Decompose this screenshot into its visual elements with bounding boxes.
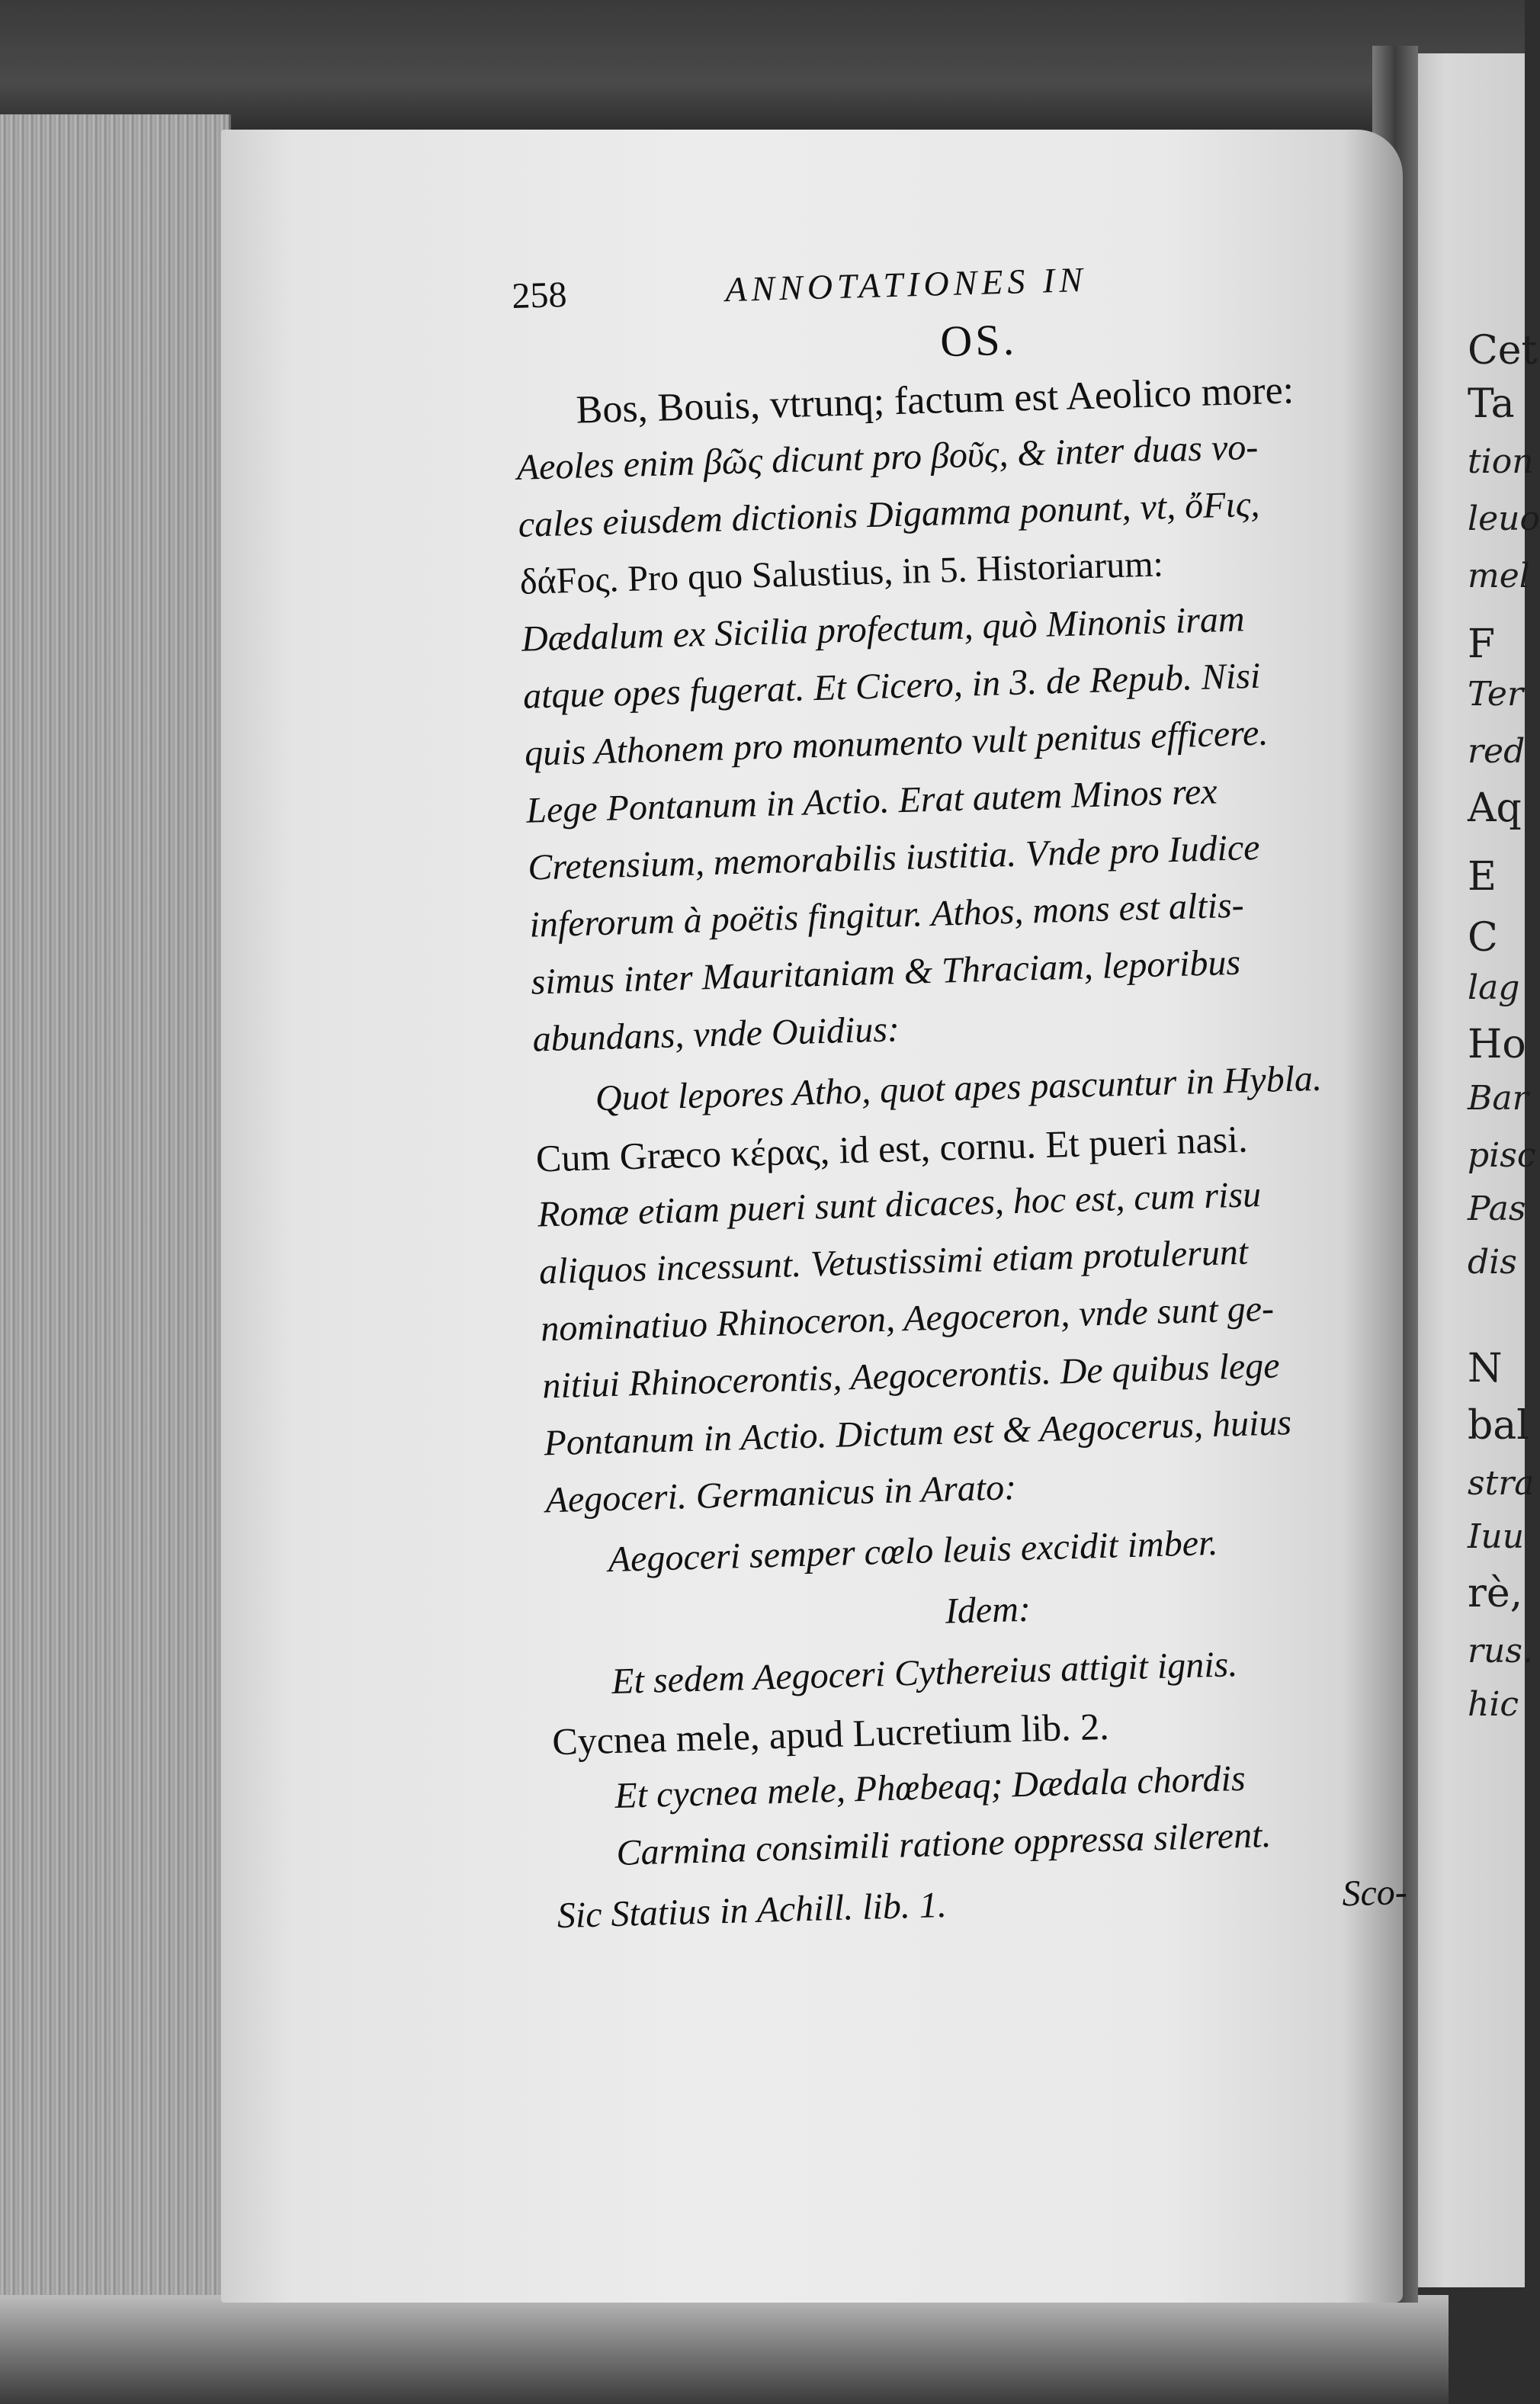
- text-line: Aeoles enim βῶς dicunt pro βοῦς, & inter duas vo-: [516, 426, 1259, 488]
- verse-line: Et sedem Aegoceri Cythereius attigit ignis.: [611, 1644, 1238, 1703]
- facing-line: Ter: [1468, 675, 1524, 714]
- facing-line: Aq: [1468, 785, 1522, 831]
- facing-line: lag: [1468, 968, 1520, 1007]
- facing-line: Pas: [1468, 1189, 1526, 1228]
- facing-line: N: [1468, 1346, 1503, 1391]
- facing-line: hic: [1468, 1685, 1519, 1724]
- facing-line: F: [1468, 621, 1496, 667]
- text-line: quis Athonem pro monumento vult penitus efficere.: [524, 712, 1269, 774]
- facing-line: rè,: [1468, 1571, 1523, 1616]
- facing-line: E: [1468, 854, 1497, 900]
- text-line: Pontanum in Actio. Dictum est & Aegocerus, huius: [543, 1402, 1292, 1464]
- text-line: abundans, vnde Ouidius:: [531, 1009, 900, 1060]
- facing-line: Iuu: [1468, 1517, 1525, 1556]
- verse-line: Quot lepores Atho, quot apes pascuntur in Hybla.: [595, 1058, 1323, 1119]
- facing-line: pisc: [1468, 1136, 1536, 1175]
- book-bottom-edge: [0, 2295, 1449, 2404]
- text-line: Aegoceri. Germanicus in Arato:: [544, 1467, 1017, 1521]
- facing-line: Cet: [1468, 328, 1538, 374]
- text-line: Cretensium, memorabilis iustitia. Vnde pro Iudice: [527, 826, 1261, 888]
- facing-page-text: [1468, 328, 1540, 2158]
- page-number: 258: [511, 274, 568, 316]
- book-page-edges: [0, 114, 231, 2310]
- facing-line: Bar: [1468, 1079, 1529, 1118]
- section-heading: OS.: [939, 314, 1018, 367]
- text-line: simus inter Mauritaniam & Thraciam, leporibus: [530, 942, 1241, 1003]
- text-line: Sic Statius in Achill. lib. 1.: [557, 1884, 948, 1937]
- verse-attribution: Idem:: [945, 1588, 1031, 1632]
- facing-line: bal: [1468, 1403, 1529, 1449]
- facing-line: dis: [1468, 1243, 1517, 1282]
- facing-line: rus.: [1468, 1632, 1533, 1671]
- text-line: Cum Græco κέρας, id est, cornu. Et pueri nasi.: [535, 1117, 1249, 1180]
- text-line: Cycnea mele, apud Lucretium lib. 2.: [551, 1704, 1110, 1764]
- text-line: Bos, Bouis, vtrunq; factum est Aeolico more:: [575, 368, 1295, 432]
- facing-line: mel: [1468, 557, 1530, 595]
- verse-line: Et cycnea mele, Phœbeaq; Dædala chordis: [614, 1757, 1246, 1816]
- facing-line: red: [1468, 732, 1526, 771]
- text-line: Dædalum ex Sicilia profectum, quò Minonis iram: [521, 599, 1246, 660]
- facing-line: tion: [1468, 442, 1534, 481]
- page-text: [511, 231, 1420, 1993]
- verse-line: Aegoceri semper cœlo leuis excidit imber.: [608, 1522, 1219, 1581]
- text-line: nitiui Rhinocerontis, Aegocerontis. De quibus lege: [541, 1345, 1281, 1407]
- text-line: Lege Pontanum in Actio. Erat autem Minos rex: [525, 771, 1218, 831]
- running-title: ANNOTATIONES IN: [724, 259, 1088, 310]
- facing-line: Ta: [1468, 381, 1515, 427]
- text-line: nominatiuo Rhinoceron, Aegoceron, vnde sunt ge-: [540, 1288, 1275, 1350]
- text-line: δάFος. Pro quo Salustius, in 5. Historiarum:: [519, 544, 1164, 602]
- facing-line: leuo: [1468, 499, 1540, 538]
- facing-line: Ho: [1468, 1022, 1526, 1067]
- text-line: Romæ etiam pueri sunt dicaces, hoc est, cum risu: [537, 1174, 1262, 1235]
- facing-line: stra: [1468, 1464, 1535, 1503]
- text-line: cales eiusdem dictionis Digamma ponunt, vt, ὄFις,: [518, 483, 1260, 545]
- facing-line: C: [1468, 915, 1498, 961]
- catchword: Sco-: [1341, 1872, 1408, 1915]
- text-line: atque opes fugerat. Et Cicero, in 3. de Repub. Nisi: [522, 655, 1261, 717]
- text-line: aliquos incessunt. Vetustissimi etiam protulerunt: [538, 1231, 1249, 1292]
- text-line: inferorum à poëtis fingitur. Athos, mons est altis-: [528, 884, 1245, 945]
- verse-line: Carmina consimili ratione oppressa silerent.: [615, 1814, 1272, 1873]
